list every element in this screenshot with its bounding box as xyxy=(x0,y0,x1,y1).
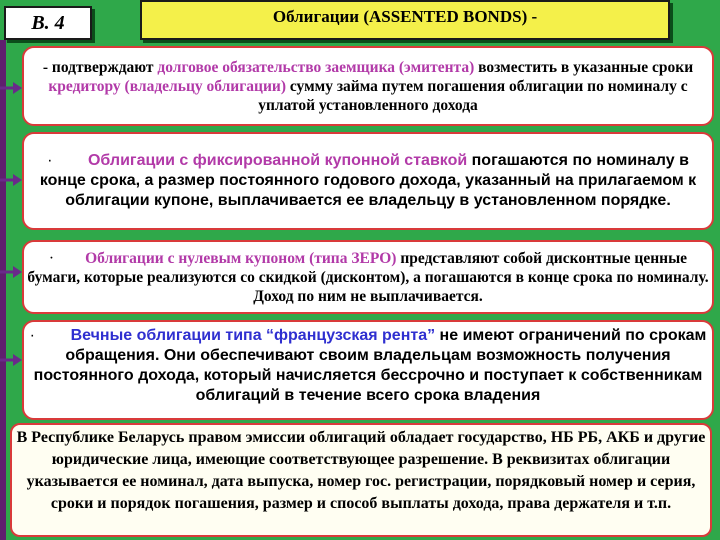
zero-coupon-text: · Облигации с нулевым купоном (типа ЗЕРО) представляют собой дисконтные ценные бумаги, которые реализуются со скидкой (дисконтом), а погашаются в конце срока по номиналу. Доход по ним не выплачивается. xyxy=(27,249,709,305)
arrow-right-icon xyxy=(0,80,22,96)
slide-number-badge: В. 4 xyxy=(4,6,92,40)
arrow-right-icon xyxy=(0,352,22,368)
fixed-coupon-text: · Облигации с фиксированной купонной ставкой погашаются по номиналу в конце срока, а размер постоянного годового дохода, указанный на прилагаемом к облигации купоне, выплачивается ее владельцу в установленном порядке. xyxy=(39,152,697,209)
belarus-note-text: В Республике Беларусь правом эмиссии облигаций обладает государство, НБ РБ, АКБ и другие юридические лица, имеющие соответствующее разрешение. В реквизитах облигации указывается ее номинал, дата выпуска, номер гос. регистрации, порядковый номер и серия, сроки и порядок погашения, размер и способ выплаты дохода, права держателя и т.п. xyxy=(16,429,706,512)
belarus-note-card xyxy=(10,423,712,537)
zero-coupon-card xyxy=(22,240,714,314)
title-box xyxy=(140,0,670,40)
page-title: Облигации (ASSENTED BONDS) - xyxy=(272,7,538,26)
fixed-coupon-card xyxy=(22,132,714,230)
definition-card xyxy=(22,46,714,126)
left-connector-strip xyxy=(0,40,6,540)
arrow-right-icon xyxy=(0,172,22,188)
perpetual-bond-card xyxy=(22,320,714,420)
arrow-right-icon xyxy=(0,264,22,280)
definition-text: - подтверждают долговое обязательство заемщика (эмитента) возместить в указанные сроки кредитору (владельцу облигации) сумму займа путем погашения облигации по номиналу с уплатой установленного дохода xyxy=(42,58,694,114)
perpetual-bond-text: · Вечные облигации типа “французская рента” не имеют ограничений по срокам обращения. Они обеспечивают своим владельцам возможность получения постоянного дохода, который начисляется бессрочно и поступает к собственникам облигаций в течение всего срока владения xyxy=(29,327,707,404)
